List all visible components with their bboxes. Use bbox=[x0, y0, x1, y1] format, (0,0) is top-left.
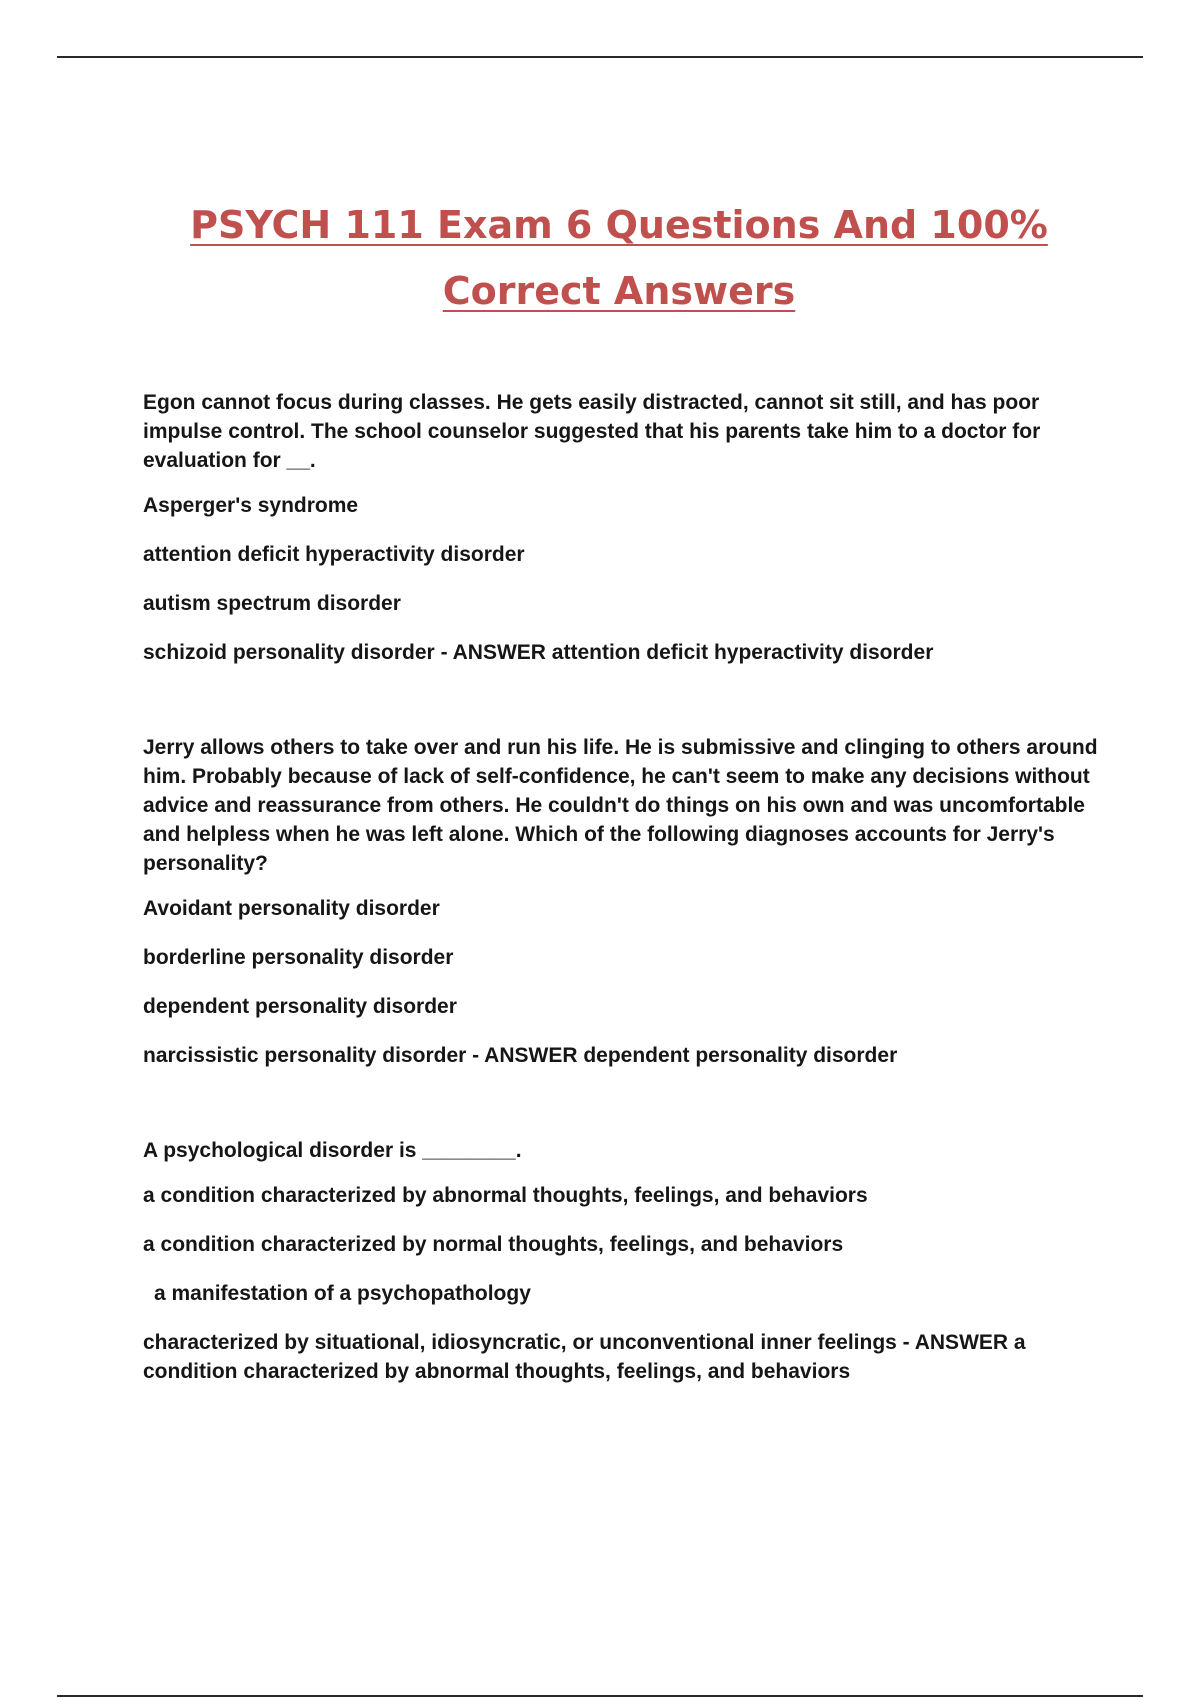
answer-option: a manifestation of a psychopathology bbox=[154, 1282, 531, 1305]
answer-option: Avoidant personality disorder bbox=[143, 897, 440, 920]
answer-option-with-answer: schizoid personality disorder - ANSWER attention deficit hyperactivity disorder bbox=[143, 641, 934, 664]
answer-option-with-answer: narcissistic personality disorder - ANSWER dependent personality disorder bbox=[143, 1044, 898, 1067]
questions-list bbox=[143, 388, 1103, 1386]
answer-option: a condition characterized by abnormal thoughts, feelings, and behaviors bbox=[143, 1184, 868, 1207]
page-title-line-2: Correct Answers bbox=[442, 269, 796, 313]
answer-option-with-answer: characterized by situational, idiosyncratic, or unconventional inner feelings - ANSWER a condition characterized by abnormal thoughts, feelings, and behaviors bbox=[143, 1331, 1026, 1383]
question-2 bbox=[143, 733, 1103, 1070]
question-text: A psychological disorder is ________. bbox=[143, 1139, 522, 1162]
question-3 bbox=[143, 1136, 1103, 1386]
answer-option: a condition characterized by normal thoughts, feelings, and behaviors bbox=[143, 1233, 844, 1256]
page-title bbox=[140, 192, 1098, 324]
page-title-line-1: PSYCH 111 Exam 6 Questions And 100% bbox=[190, 203, 1048, 247]
answer-option: borderline personality disorder bbox=[143, 946, 454, 969]
question-text: Jerry allows others to take over and run his life. He is submissive and clinging to others around him. Probably because of lack of self-confidence, he can't seem to make any decisions without advice and reassurance from others. He couldn't do things on his own and was uncomfortable and helpless when he was left alone. Which of the following diagnoses accounts for Jerry's personality? bbox=[143, 736, 1098, 875]
question-text: Egon cannot focus during classes. He gets easily distracted, cannot sit still, and has poor impulse control. The school counselor suggested that his parents take him to a doctor for evaluation for __. bbox=[143, 391, 1041, 472]
answer-option: attention deficit hyperactivity disorder bbox=[143, 543, 525, 566]
top-divider bbox=[57, 56, 1143, 58]
question-1 bbox=[143, 388, 1103, 667]
answer-option: autism spectrum disorder bbox=[143, 592, 401, 615]
answer-option: Asperger's syndrome bbox=[143, 494, 359, 517]
answer-option: dependent personality disorder bbox=[143, 995, 457, 1018]
bottom-divider bbox=[57, 1695, 1143, 1697]
